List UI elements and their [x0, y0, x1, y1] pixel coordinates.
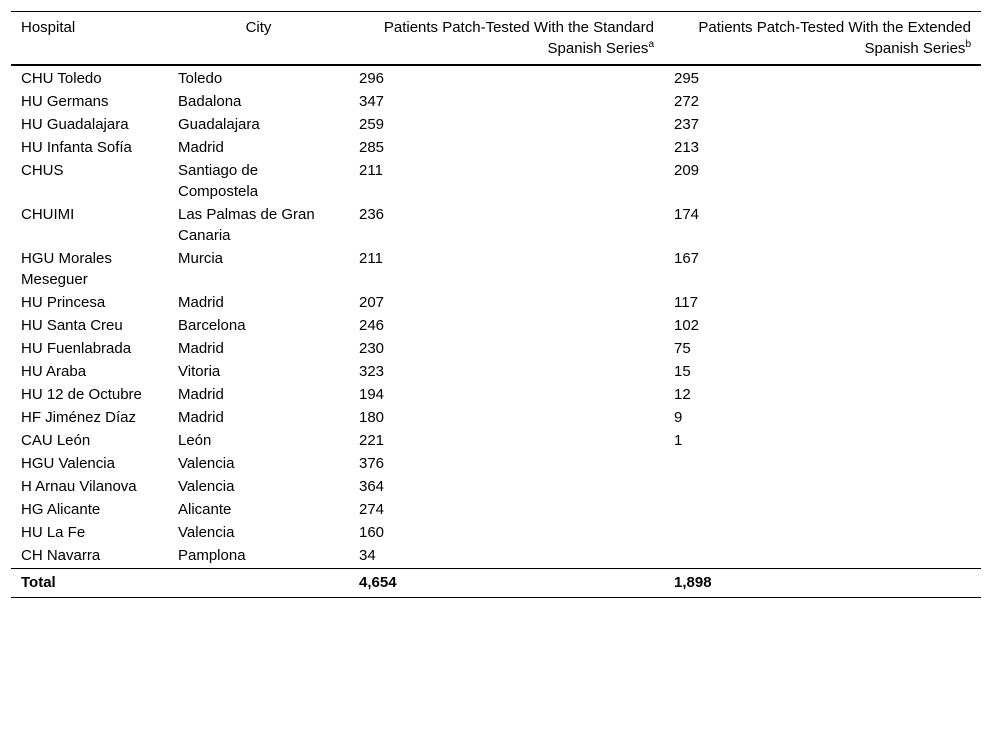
table-row — [11, 383, 981, 406]
header-row — [11, 12, 981, 66]
cell-city: Barcelona — [178, 317, 246, 334]
cell-extended: 209 — [674, 162, 700, 179]
cell-hospital: CH Navarra — [21, 547, 101, 564]
table-row — [11, 521, 981, 544]
table-row — [11, 475, 981, 498]
cell-standard: 34 — [359, 547, 376, 564]
header-standard-label: Patients Patch-Tested With the Standard Spanish Series — [383, 19, 654, 57]
cell-city: Madrid — [178, 340, 224, 357]
cell-extended — [664, 452, 981, 475]
cell-standard: 274 — [359, 501, 385, 518]
footnote-marker-b: b — [965, 39, 971, 50]
table-row — [11, 429, 981, 452]
cell-city: Badalona — [178, 93, 242, 110]
total-extended: 1,898 — [674, 574, 712, 591]
cell-city: Madrid — [178, 409, 224, 426]
cell-hospital: HU Infanta Sofía — [21, 139, 132, 156]
table-body — [11, 65, 981, 569]
cell-standard: 221 — [359, 432, 385, 449]
cell-standard: 323 — [359, 363, 385, 380]
total-standard: 4,654 — [359, 574, 397, 591]
cell-extended: 117 — [674, 294, 698, 311]
cell-hospital: CHUS — [21, 162, 64, 179]
total-row — [11, 569, 981, 598]
cell-hospital: HU La Fe — [21, 524, 86, 541]
cell-extended: 295 — [674, 70, 700, 87]
table-row — [11, 65, 981, 90]
table-row — [11, 314, 981, 337]
cell-hospital: H Arnau Vilanova — [21, 478, 137, 495]
cell-standard: 180 — [359, 409, 385, 426]
table-row — [11, 203, 981, 247]
table-row — [11, 498, 981, 521]
table-row — [11, 247, 981, 291]
cell-hospital: HU Guadalajara — [21, 116, 129, 133]
cell-city: Madrid — [178, 139, 224, 156]
cell-city: Murcia — [178, 250, 224, 267]
cell-extended: 272 — [674, 93, 700, 110]
cell-extended: 213 — [674, 139, 700, 156]
patch-test-table — [11, 11, 981, 598]
cell-hospital: CHUIMI — [21, 206, 75, 223]
total-city-empty — [168, 569, 349, 598]
header-extended-label: Patients Patch-Tested With the Extended Spanish Series — [698, 19, 971, 57]
cell-extended: 1 — [674, 432, 683, 449]
cell-extended: 237 — [674, 116, 700, 133]
cell-hospital: HU Princesa — [21, 294, 106, 311]
table-row — [11, 90, 981, 113]
cell-standard: 211 — [359, 162, 383, 179]
cell-hospital: HGU Morales Meseguer — [21, 250, 112, 288]
cell-extended: 102 — [674, 317, 700, 334]
table-row — [11, 159, 981, 203]
footnote-marker-a: a — [648, 39, 654, 50]
header-standard-series — [349, 12, 664, 66]
cell-extended: 12 — [674, 386, 691, 403]
cell-city: Valencia — [178, 524, 235, 541]
cell-standard: 347 — [359, 93, 385, 110]
table-row — [11, 452, 981, 475]
cell-city: Toledo — [178, 70, 223, 87]
cell-standard: 160 — [359, 524, 385, 541]
total-label: Total — [21, 574, 56, 591]
cell-hospital: HU Santa Creu — [21, 317, 123, 334]
cell-city: Pamplona — [178, 547, 246, 564]
table-row — [11, 136, 981, 159]
cell-hospital: HG Alicante — [21, 501, 101, 518]
cell-hospital: HF Jiménez Díaz — [21, 409, 137, 426]
cell-hospital: HU Araba — [21, 363, 87, 380]
cell-standard: 194 — [359, 386, 385, 403]
table-row — [11, 113, 981, 136]
cell-standard: 246 — [359, 317, 385, 334]
cell-extended: 9 — [674, 409, 683, 426]
cell-hospital: HU Germans — [21, 93, 109, 110]
cell-extended: 174 — [674, 206, 700, 223]
cell-city: León — [178, 432, 212, 449]
cell-city: Las Palmas de Gran Canaria — [178, 206, 315, 244]
cell-standard: 296 — [359, 70, 385, 87]
header-hospital — [11, 12, 168, 66]
cell-standard: 285 — [359, 139, 385, 156]
cell-hospital: HU Fuenlabrada — [21, 340, 132, 357]
cell-standard: 259 — [359, 116, 385, 133]
header-city — [168, 12, 349, 66]
cell-standard: 230 — [359, 340, 385, 357]
cell-city: Madrid — [178, 386, 224, 403]
cell-standard: 236 — [359, 206, 385, 223]
cell-city: Valencia — [178, 478, 235, 495]
table-row — [11, 337, 981, 360]
cell-standard: 376 — [359, 455, 385, 472]
cell-hospital: HU 12 de Octubre — [21, 386, 142, 403]
cell-extended: 15 — [674, 363, 691, 380]
cell-extended — [664, 475, 981, 498]
cell-extended — [664, 498, 981, 521]
cell-city: Alicante — [178, 501, 232, 518]
header-hospital-label: Hospital — [21, 19, 76, 36]
cell-city: Guadalajara — [178, 116, 260, 133]
cell-hospital: CHU Toledo — [21, 70, 102, 87]
cell-hospital: HGU Valencia — [21, 455, 115, 472]
cell-standard: 207 — [359, 294, 385, 311]
cell-extended — [664, 544, 981, 569]
table-row — [11, 360, 981, 383]
cell-standard: 364 — [359, 478, 385, 495]
header-extended-series — [664, 12, 981, 66]
table-row — [11, 544, 981, 569]
cell-city: Santiago de Compostela — [178, 162, 259, 200]
table-row — [11, 406, 981, 429]
table-footer — [11, 569, 981, 598]
table-row — [11, 291, 981, 314]
cell-city: Valencia — [178, 455, 235, 472]
cell-hospital: CAU León — [21, 432, 91, 449]
table-header — [11, 12, 981, 66]
cell-city: Madrid — [178, 294, 224, 311]
header-city-label: City — [245, 19, 272, 36]
cell-extended: 75 — [674, 340, 691, 357]
cell-extended — [664, 521, 981, 544]
table-container — [11, 11, 981, 598]
cell-standard: 211 — [359, 250, 383, 267]
cell-city: Vitoria — [178, 363, 221, 380]
cell-extended: 167 — [674, 250, 700, 267]
